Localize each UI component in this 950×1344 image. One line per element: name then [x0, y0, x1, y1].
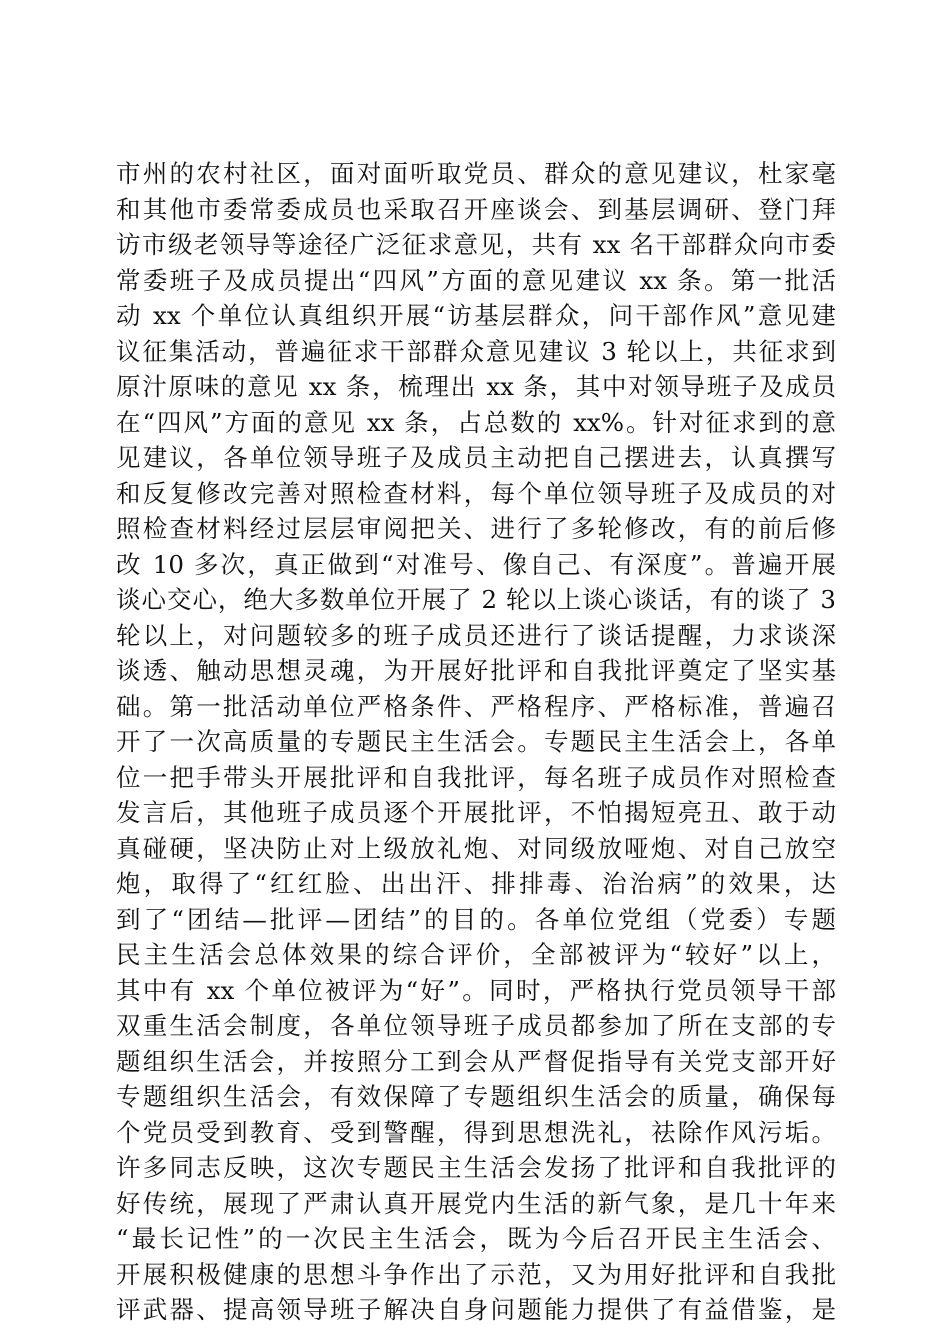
text-line: 原汁原味的意见 xx 条，梳理出 xx 条，其中对领导班子及成员	[116, 372, 836, 401]
text-line: 动 xx 个单位认真组织开展“访基层群众，问干部作风”意见建	[116, 301, 836, 330]
text-line: 市州的农村社区，面对面听取党员、群众的意见建议，杜家毫	[116, 159, 836, 188]
text-line: 访市级老领导等途径广泛征求意见，共有 xx 名干部群众向市委	[116, 230, 836, 259]
text-line: 双重生活会制度，各单位领导班子成员都参加了所在支部的专	[116, 1011, 836, 1040]
text-line: 开展积极健康的思想斗争作出了示范，又为用好批评和自我批	[116, 1259, 836, 1289]
text-line: 题组织生活会，并按照分工到会从严督促指导有关党支部开好	[116, 1046, 836, 1076]
text-line: 和反复修改完善对照检查材料，每个单位领导班子及成员的对	[116, 478, 836, 508]
text-line: 民主生活会总体效果的综合评价，全部被评为“较好”以上，	[116, 940, 836, 969]
text-line: 开了一次高质量的专题民主生活会。专题民主生活会上，各单	[116, 727, 836, 756]
text-line: 础。第一批活动单位严格条件、严格程序、严格标准，普遍召	[116, 691, 836, 721]
text-line: 谈心交心，绝大多数单位开展了 2 轮以上谈心谈话，有的谈了 3	[116, 585, 836, 614]
text-line: 炮，取得了“红红脸、出出汗、排排毒、治治病”的效果，达	[116, 869, 836, 898]
text-line: 位一把手带头开展批评和自我批评，每名班子成员作对照检查	[116, 762, 836, 792]
body-paragraph	[116, 156, 836, 1328]
text-line: “最长记性”的一次民主生活会，既为今后召开民主生活会、	[116, 1224, 836, 1253]
text-line: 见建议，各单位领导班子及成员主动把自己摆进去，认真撰写	[116, 443, 836, 472]
text-line: 轮以上，对问题较多的班子成员还进行了谈话提醒，力求谈深	[116, 620, 836, 650]
text-line: 到了“团结—批评—团结”的目的。各单位党组（党委）专题	[116, 904, 836, 934]
text-line: 个党员受到教育、受到警醒，得到思想洗礼，祛除作风污垢。	[116, 1117, 836, 1147]
text-line: 照检查材料经过层层审阅把关、进行了多轮修改，有的前后修	[116, 514, 836, 543]
text-line: 常委班子及成员提出“四风”方面的意见建议 xx 条。第一批活	[116, 265, 836, 295]
text-line: 在“四风”方面的意见 xx 条，占总数的 xx%。针对征求到的意	[116, 407, 836, 437]
text-line: 改 10 多次，真正做到“对准号、像自己、有深度”。普遍开展	[116, 549, 836, 579]
text-line: 好传统，展现了严肃认真开展党内生活的新气象，是几十年来	[116, 1188, 836, 1218]
text-line: 许多同志反映，这次专题民主生活会发扬了批评和自我批评的	[116, 1153, 836, 1182]
text-line: 真碰硬，坚决防止对上级放礼炮、对同级放哑炮、对自己放空	[116, 833, 836, 863]
text-line: 专题组织生活会，有效保障了专题组织生活会的质量，确保每	[116, 1082, 836, 1111]
text-line: 谈透、触动思想灵魂，为开展好批评和自我批评奠定了坚实基	[116, 656, 836, 685]
text-line: 评武器、提高领导班子解决自身问题能力提供了有益借鉴，是	[116, 1295, 836, 1324]
text-line: 和其他市委常委成员也采取召开座谈会、到基层调研、登门拜	[116, 194, 836, 224]
text-line: 发言后，其他班子成员逐个开展批评，不怕揭短亮丑、敢于动	[116, 798, 836, 827]
text-line: 议征集活动，普遍征求干部群众意见建议 3 轮以上，共征求到	[116, 336, 836, 366]
text-line: 其中有 xx 个单位被评为“好”。同时，严格执行党员领导干部	[116, 975, 836, 1005]
